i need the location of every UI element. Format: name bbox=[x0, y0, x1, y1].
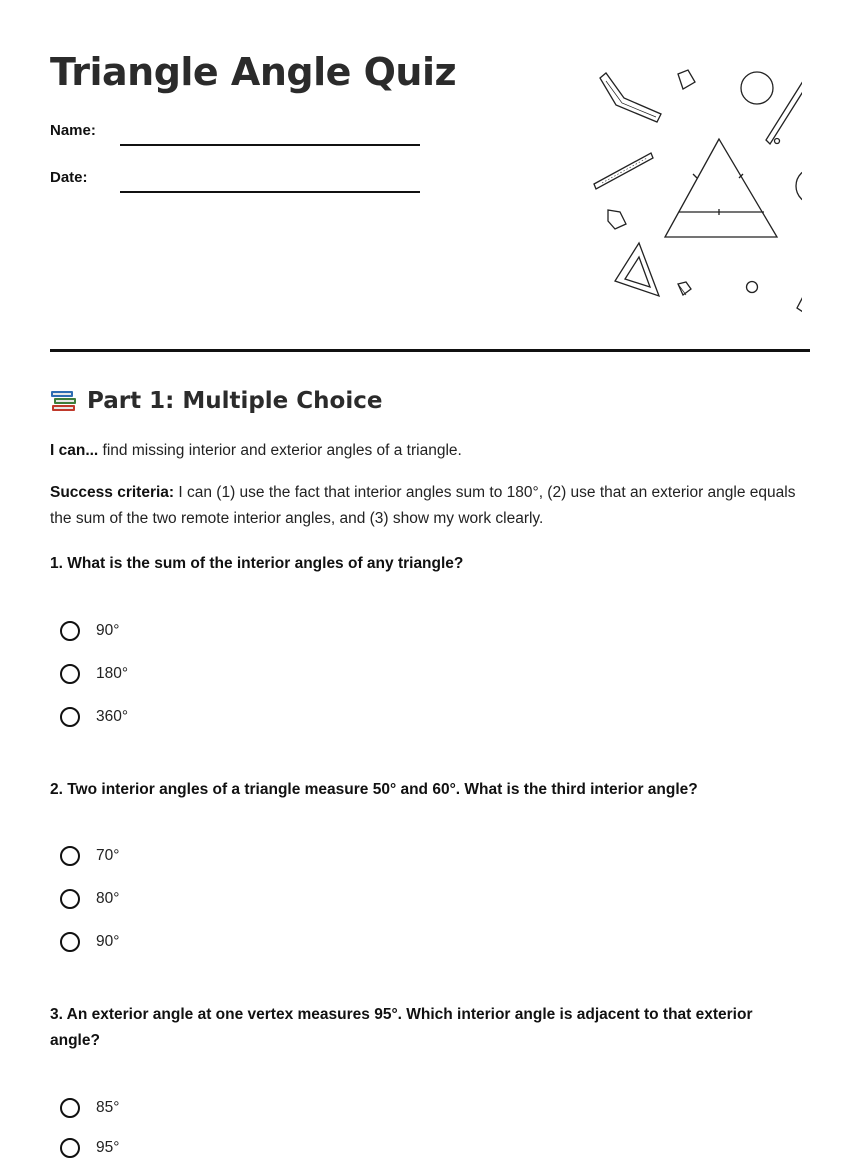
option-label: 180° bbox=[96, 665, 129, 682]
large-circle-icon bbox=[796, 168, 802, 204]
date-label: Date: bbox=[50, 169, 88, 186]
option-q1-a[interactable] bbox=[60, 618, 119, 644]
success-criteria-label: Success criteria: bbox=[50, 484, 175, 501]
option-q2-b[interactable] bbox=[60, 886, 119, 912]
option-label: 70° bbox=[96, 847, 120, 864]
carpenter-square-icon bbox=[600, 73, 661, 122]
radio-button[interactable] bbox=[60, 1098, 80, 1118]
small-hexagon-icon bbox=[747, 282, 758, 293]
main-triangle-icon bbox=[665, 139, 777, 237]
i-can-label: I can... bbox=[50, 442, 99, 459]
section-title-text: Part 1: Multiple Choice bbox=[87, 388, 383, 414]
radio-button[interactable] bbox=[60, 846, 80, 866]
section-title bbox=[50, 388, 382, 414]
radio-button[interactable] bbox=[60, 1138, 80, 1158]
pencil-icon bbox=[766, 60, 802, 144]
option-q3-a[interactable] bbox=[60, 1095, 119, 1121]
option-label: 85° bbox=[96, 1099, 120, 1116]
quiz-header bbox=[50, 0, 810, 352]
option-label: 80° bbox=[96, 890, 120, 907]
option-label: 360° bbox=[96, 708, 129, 725]
option-q3-b[interactable] bbox=[60, 1135, 119, 1161]
i-can-statement bbox=[50, 438, 810, 464]
radio-button[interactable] bbox=[60, 664, 80, 684]
radio-button[interactable] bbox=[60, 932, 80, 952]
question-3: 3. An exterior angle at one vertex measures 95°. Which interior angle is adjacent to that exterior angle? bbox=[50, 1006, 753, 1049]
option-q2-a[interactable] bbox=[60, 843, 119, 869]
question-1: 1. What is the sum of the interior angles of any triangle? bbox=[50, 555, 464, 572]
name-field bbox=[50, 122, 96, 139]
option-q2-c[interactable] bbox=[60, 929, 119, 955]
date-field bbox=[50, 169, 88, 186]
option-label: 90° bbox=[96, 933, 120, 950]
ruler-icon bbox=[594, 153, 653, 189]
radio-button[interactable] bbox=[60, 707, 80, 727]
name-input-line[interactable] bbox=[120, 144, 420, 146]
header-divider bbox=[50, 349, 810, 352]
books-icon bbox=[50, 388, 78, 414]
small-cube-icon bbox=[678, 282, 691, 295]
pentagon-icon bbox=[608, 210, 626, 229]
option-label: 95° bbox=[96, 1139, 120, 1156]
option-q1-b[interactable] bbox=[60, 661, 128, 687]
page-title: Triangle Angle Quiz bbox=[50, 50, 457, 94]
set-square-icon bbox=[615, 243, 659, 296]
question-2: 2. Two interior angles of a triangle measure 50° and 60°. What is the third interior angle? bbox=[50, 781, 698, 798]
circle-icon bbox=[741, 72, 773, 104]
option-q1-c[interactable] bbox=[60, 704, 128, 730]
i-can-text: find missing interior and exterior angles of a triangle. bbox=[98, 442, 462, 459]
radio-button[interactable] bbox=[60, 621, 80, 641]
long-ruler-icon bbox=[797, 242, 802, 312]
radio-button[interactable] bbox=[60, 889, 80, 909]
success-criteria bbox=[50, 480, 810, 532]
option-label: 90° bbox=[96, 622, 120, 639]
success-criteria-text: I can (1) use the fact that interior angles sum to 180°, (2) use that an exterior angle equals the sum of the two remote interior angles, and (3) show my work clearly. bbox=[50, 484, 796, 527]
small-square-icon bbox=[678, 70, 695, 89]
geometry-tools-illustration bbox=[542, 60, 802, 325]
date-input-line[interactable] bbox=[120, 191, 420, 193]
name-label: Name: bbox=[50, 122, 96, 139]
